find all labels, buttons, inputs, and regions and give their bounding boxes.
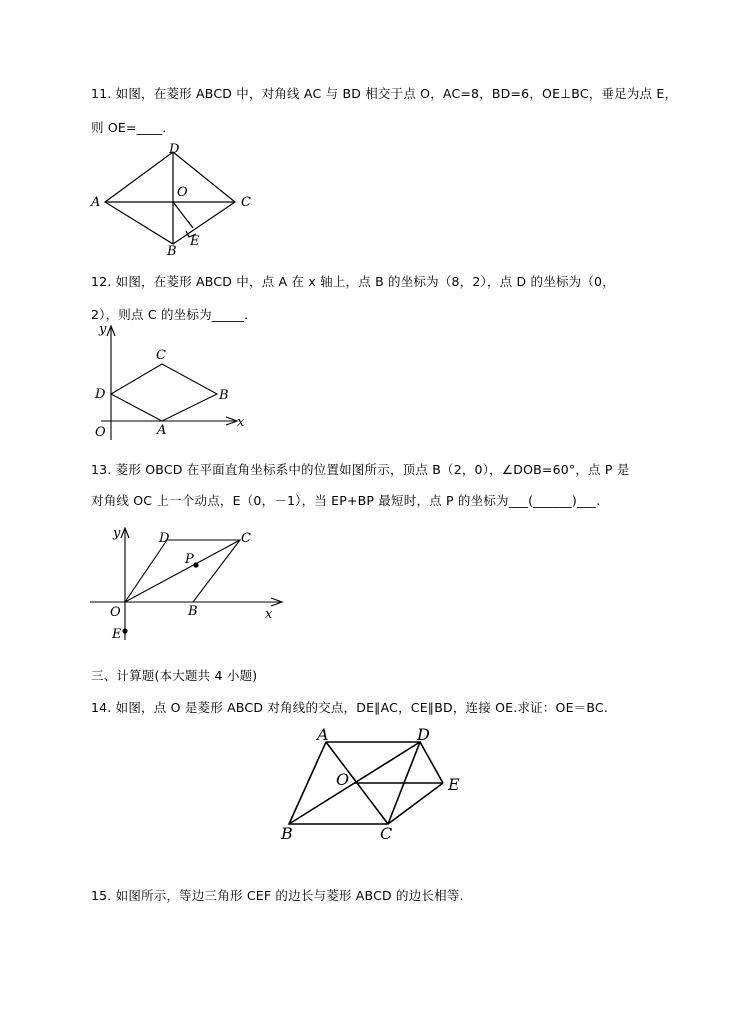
q14-label-c: C: [380, 824, 393, 843]
q13-coordinate-figure: [85, 520, 295, 645]
q11-label-d: D: [169, 142, 180, 157]
q12-text-line1: 12. 如图，在菱形 ABCD 中，点 A 在 x 轴上，点 B 的坐标为（8，2），点 D 的坐标为（0，: [91, 274, 615, 289]
section-3-heading: 三、计算题(本大题共 4 小题): [91, 668, 258, 683]
q12-label-c: C: [156, 348, 166, 363]
q13-label-x: x: [265, 607, 273, 622]
q14-label-o: O: [336, 770, 350, 789]
q14-label-e: E: [448, 775, 460, 794]
q11-label-c: C: [241, 195, 251, 210]
q14-rhombus-figure: [275, 722, 475, 847]
q14-label-a: A: [317, 725, 329, 744]
q13-label-c: C: [241, 531, 251, 546]
q11-rhombus-figure: [85, 140, 265, 255]
q13-text-line2: 对角线 OC 上一个动点，E（0，－1），当 EP+BP 最短时，点 P 的坐标为___(______)___.: [91, 493, 601, 508]
q13-label-y: y: [113, 526, 121, 541]
q13-point-e: [122, 628, 127, 633]
q12-label-o: O: [95, 425, 106, 440]
q11-label-b: B: [167, 244, 177, 255]
q12-coordinate-figure: [85, 318, 255, 443]
q14-text-line1: 14. 如图，点 O 是菱形 ABCD 对角线的交点，DE∥AC，CE∥BD，连接 OE.求证：OE＝BC.: [91, 700, 609, 715]
q14-label-b: B: [281, 824, 293, 843]
q13-label-o: O: [110, 605, 121, 620]
q11-label-e: E: [190, 234, 200, 249]
q12-label-d: D: [95, 387, 106, 402]
q12-label-a: A: [157, 423, 167, 438]
q11-text-line1: 11. 如图，在菱形 ABCD 中，对角线 AC 与 BD 相交于点 O，AC=8，BD=6，OE⊥BC，垂足为点 E，: [91, 86, 678, 101]
q11-label-a: A: [91, 195, 101, 210]
q11-label-o: O: [177, 185, 188, 200]
q13-text-line1: 13. 菱形 OBCD 在平面直角坐标系中的位置如图所示，顶点 B（2，0），∠DOB=60°，点 P 是: [91, 462, 630, 477]
q13-label-d: D: [159, 531, 170, 546]
q13-point-p: [193, 562, 198, 567]
q11-text-line2: 则 OE=____．: [91, 120, 176, 135]
q13-label-b: B: [188, 604, 198, 619]
q12-text-line2: 2），则点 C 的坐标为_____.: [91, 307, 249, 322]
q12-label-x: x: [237, 415, 245, 430]
q15-text-line1: 15. 如图所示，等边三角形 CEF 的边长与菱形 ABCD 的边长相等.: [91, 888, 464, 903]
q14-label-d: D: [417, 725, 430, 744]
q13-label-p: P: [185, 552, 194, 567]
q13-label-e: E: [112, 627, 122, 642]
q12-label-y: y: [99, 322, 107, 337]
q12-label-b: B: [219, 388, 229, 403]
